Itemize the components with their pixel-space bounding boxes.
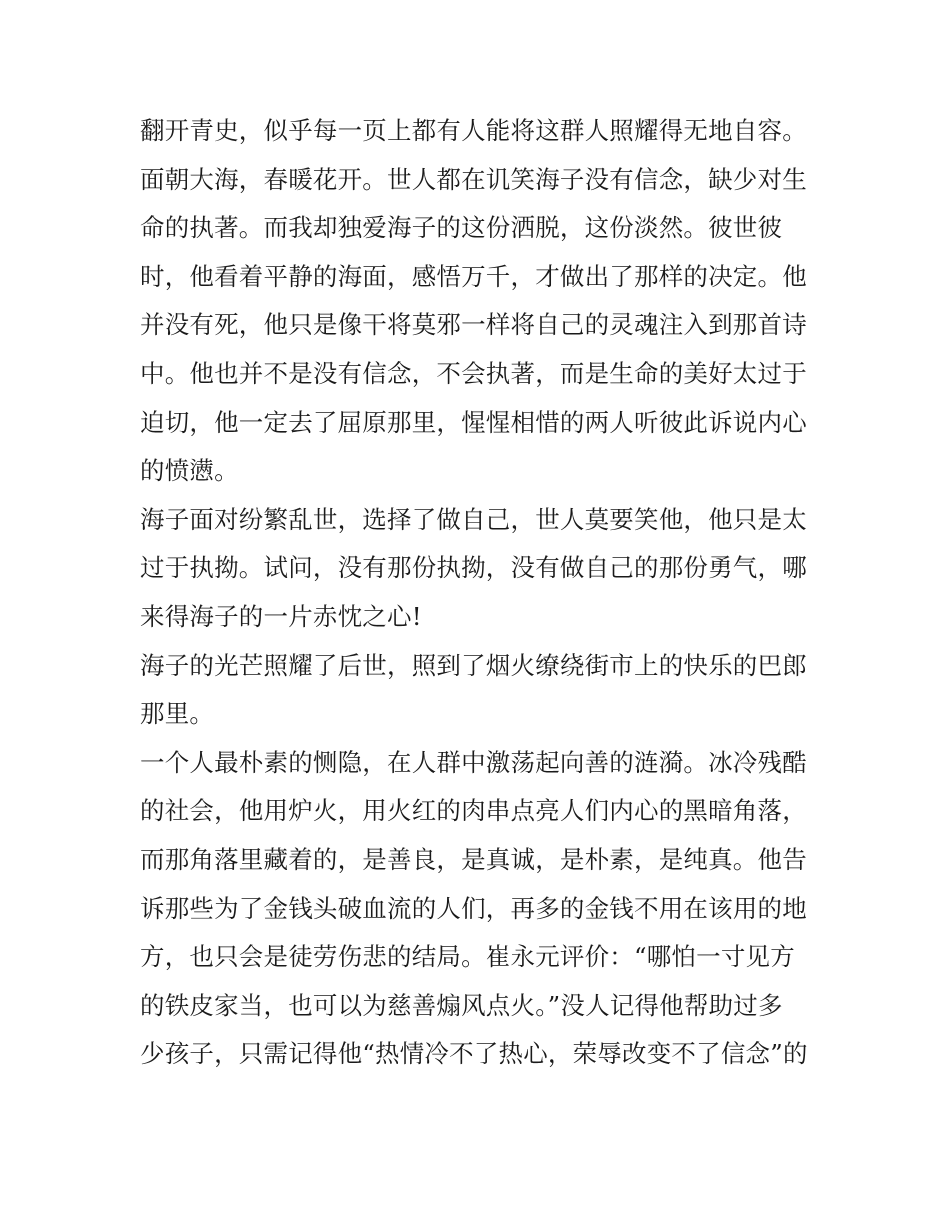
- text-line: 海子面对纷繁乱世，选择了做自己，世人莫要笑他，他只是太: [140, 504, 807, 534]
- text-line: 命的执著。而我却独爱海子的这份洒脱，这份淡然。彼世彼: [140, 213, 783, 243]
- text-line: 来得海子的一片赤忱之心!: [140, 601, 422, 631]
- text-line: 翻开青史，似乎每一页上都有人能将这群人照耀得无地自容。: [140, 116, 807, 145]
- text-line: 中。他也并不是没有信念，不会执著，而是生命的美好太过于: [140, 358, 807, 388]
- text-line: 少孩子，只需记得他“热情冷不了热心，荣辱改变不了信念”的: [140, 1039, 808, 1069]
- text-line: 而那角落里藏着的，是善良，是真诚，是朴素，是纯真。他告: [140, 844, 807, 874]
- text-line: 诉那些为了金钱头破血流的人们，再多的金钱不用在该用的地: [140, 893, 807, 923]
- text-line: 那里。: [140, 699, 215, 729]
- text-line: 的铁皮家当，也可以为慈善煽风点火。”没人记得他帮助过多: [140, 990, 783, 1020]
- text-line: 过于执拗。试问，没有那份执拗，没有做自己的那份勇气，哪: [140, 553, 807, 583]
- text-line: 一个人最朴素的恻隐，在人群中激荡起向善的涟漪。冰冷残酷: [140, 747, 807, 777]
- text-line: 方，也只会是徒劳伤悲的结局。崔永元评价：“哪怕一寸见方: [140, 942, 795, 972]
- text-line: 并没有死，他只是像干将莫邪一样将自己的灵魂注入到那首诗: [140, 310, 807, 340]
- text-line: 的愤懑。: [140, 456, 239, 486]
- text-line: 面朝大海，春暖花开。世人都在讥笑海子没有信念，缺少对生: [140, 164, 807, 194]
- document-body: [140, 107, 820, 1079]
- text-line: 迫切，他一定去了屈原那里，惺惺相惜的两人听彼此诉说内心: [140, 407, 807, 437]
- text-line: 的社会，他用炉火，用火红的肉串点亮人们内心的黑暗角落，: [140, 796, 807, 826]
- text-line: 时，他看着平静的海面，感悟万千，才做出了那样的决定。他: [140, 261, 807, 291]
- text-line: 海子的光芒照耀了后世，照到了烟火缭绕街市上的快乐的巴郎: [140, 650, 807, 680]
